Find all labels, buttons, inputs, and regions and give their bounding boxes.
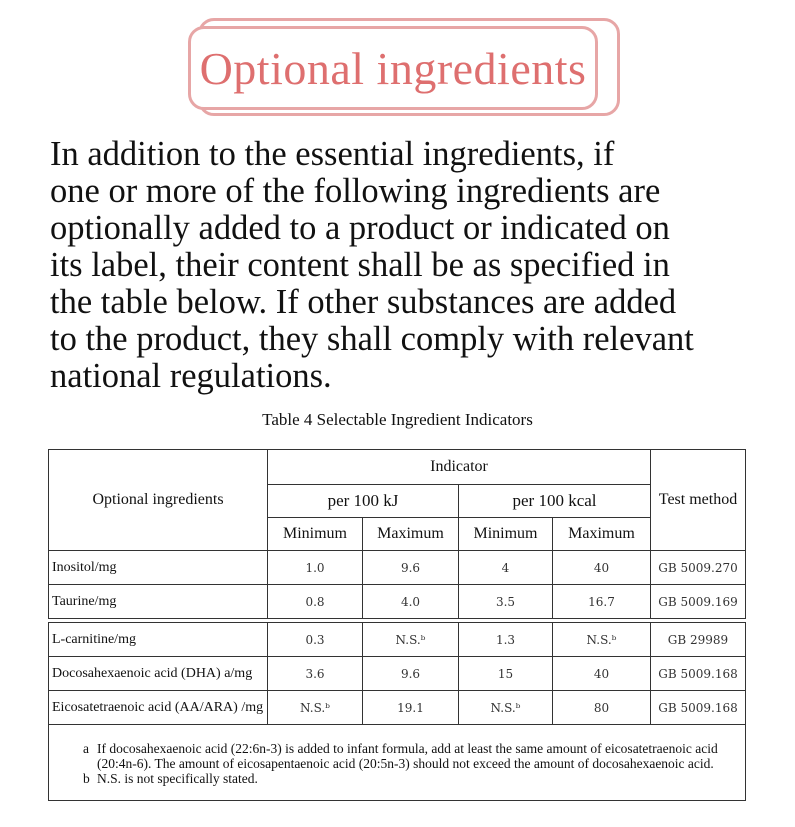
cell-ingredient: Taurine/mg	[49, 585, 268, 619]
footnote-b	[83, 771, 731, 786]
cell-ingredient: Docosahexaenoic acid (DHA) a/mg	[49, 657, 268, 691]
footnote-text: N.S. is not specifically stated.	[97, 771, 258, 786]
table-caption: Table 4 Selectable Ingredient Indicators	[262, 410, 533, 429]
cell-kj-min: N.S.ᵇ	[268, 691, 363, 725]
table-row	[49, 623, 746, 657]
cell-kj-max: 9.6	[363, 551, 459, 585]
table-row	[49, 585, 746, 619]
cell-kcal-min: 15	[459, 657, 553, 691]
intro-line: optionally added to a product or indicated on	[50, 209, 670, 247]
footnote-mark: b	[83, 771, 90, 786]
cell-kj-min: 1.0	[268, 551, 363, 585]
table-notes	[49, 725, 746, 801]
cell-kj-min: 3.6	[268, 657, 363, 691]
intro-line: the table below. If other substances are added	[50, 283, 677, 321]
intro-paragraph	[50, 136, 770, 395]
cell-kj-max: 9.6	[363, 657, 459, 691]
cell-kj-max: 19.1	[363, 691, 459, 725]
cell-test-method: GB 5009.270	[651, 551, 746, 585]
ingredients-table	[48, 449, 745, 807]
intro-line: to the product, they shall comply with relevant	[50, 320, 694, 358]
cell-kj-max: 4.0	[363, 585, 459, 619]
header-test-method: Test method	[651, 450, 746, 551]
cell-kcal-max: 16.7	[553, 585, 651, 619]
table-row	[49, 691, 746, 725]
header-optional-ingredients: Optional ingredients	[49, 450, 268, 551]
header-kcal-maximum: Maximum	[553, 518, 651, 551]
header-per-100-kcal: per 100 kcal	[459, 485, 651, 518]
cell-test-method: GB 5009.169	[651, 585, 746, 619]
cell-kcal-max: 80	[553, 691, 651, 725]
cell-kcal-max: N.S.ᵇ	[553, 623, 651, 657]
title-badge-frame	[188, 26, 598, 110]
cell-kcal-min: 4	[459, 551, 553, 585]
footnote-a	[83, 741, 731, 771]
cell-ingredient: Eicosatetraenoic acid (AA/ARA) /mg	[49, 691, 268, 725]
cell-kj-min: 0.8	[268, 585, 363, 619]
intro-line: national regulations.	[50, 357, 332, 395]
header-kj-maximum: Maximum	[363, 518, 459, 551]
footnote-text: If docosahexaenoic acid (22:6n-3) is added to infant formula, add at least the same amount of eicosatetraenoic acid (20:4n-6). The amount of eicosapentaenoic acid (20:5n-3) should not exceed the amount of docosahexaenoic acid.	[97, 741, 718, 771]
header-kcal-minimum: Minimum	[459, 518, 553, 551]
cell-kcal-min: 1.3	[459, 623, 553, 657]
table-row	[49, 551, 746, 585]
cell-kcal-min: N.S.ᵇ	[459, 691, 553, 725]
cell-kcal-max: 40	[553, 657, 651, 691]
title-badge	[186, 14, 618, 114]
cell-kj-min: 0.3	[268, 623, 363, 657]
intro-line: one or more of the following ingredients are	[50, 172, 661, 210]
header-kj-minimum: Minimum	[268, 518, 363, 551]
cell-ingredient: Inositol/mg	[49, 551, 268, 585]
intro-line: its label, their content shall be as specified in	[50, 246, 670, 284]
intro-line: In addition to the essential ingredients, if	[50, 135, 615, 173]
cell-test-method: GB 5009.168	[651, 657, 746, 691]
footnote-mark: a	[83, 741, 89, 756]
header-indicator: Indicator	[268, 450, 651, 485]
cell-kcal-max: 40	[553, 551, 651, 585]
cell-test-method: GB 5009.168	[651, 691, 746, 725]
cell-kj-max: N.S.ᵇ	[363, 623, 459, 657]
cell-test-method: GB 29989	[651, 623, 746, 657]
header-per-100-kj: per 100 kJ	[268, 485, 459, 518]
cell-ingredient: L-carnitine/mg	[49, 623, 268, 657]
page-title: Optional ingredients	[199, 42, 587, 94]
cell-kcal-min: 3.5	[459, 585, 553, 619]
table-row	[49, 657, 746, 691]
